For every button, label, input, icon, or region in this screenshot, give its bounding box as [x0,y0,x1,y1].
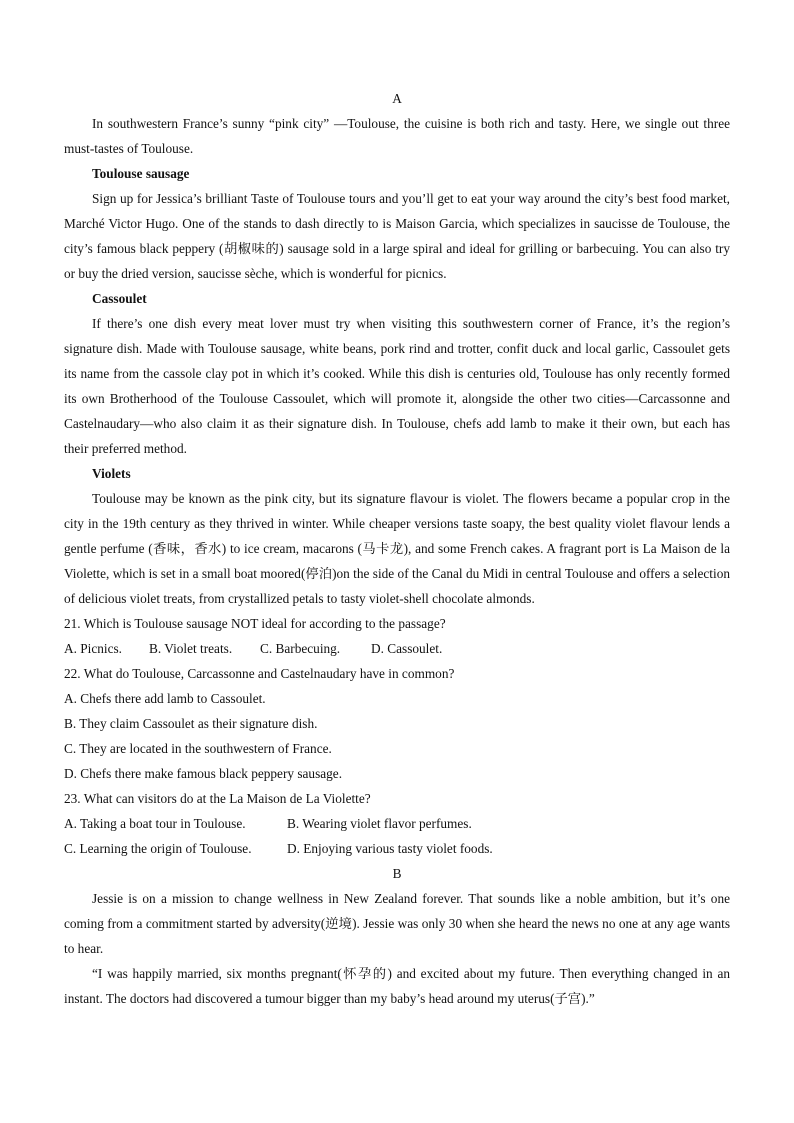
section-a-label: A [392,91,402,106]
question-21-stem: 21. Which is Toulouse sausage NOT ideal for according to the passage? [64,616,446,631]
exam-page [64,86,730,1011]
paragraph-cassoulet: If there’s one dish every meat lover must try when visiting this southwestern corner of France, it’s the region’s signature dish. Made with Toulouse sausage, white beans, pork rind and trotter, confit duck and local garlic, Cassoulet gets its name from the cassole clay pot in which it’s cooked. While this dish is centuries old, Toulouse has only recently formed its own Brotherhood of the Toulouse Cassoulet, which will promote it, alongside the other two cities—Carcassonne and Castelnaudary—who also claim it as their signature dish. In Toulouse, chefs add lamb to make it their own, but each has their preferred method. [64,316,730,456]
question-22-stem: 22. What do Toulouse, Carcassonne and Castelnaudary have in common? [64,666,455,681]
question-22-option-a[interactable]: A. Chefs there add lamb to Cassoulet. [64,691,266,706]
heading-cassoulet: Cassoulet [92,291,147,306]
section-b-paragraph-1: Jessie is on a mission to change wellness in New Zealand forever. That sounds like a noble ambition, but it’s one coming from a commitment started by adversity(逆境). Jessie was only 30 when she heard the news no one at any age wants to hear. [64,891,730,956]
section-a-intro: In southwestern France’s sunny “pink city” —Toulouse, the cuisine is both rich and tasty. Here, we single out three must-tastes of Toulouse. [64,116,730,156]
heading-violets: Violets [92,466,131,481]
paragraph-toulouse-sausage: Sign up for Jessica’s brilliant Taste of Toulouse tours and you’ll get to eat your way around the city’s best food market, Marché Victor Hugo. One of the stands to dash directly to is Maison Garcia, which specializes in saucisse de Toulouse, the city’s famous black peppery (胡椒味的) sausage sold in a large spiral and ideal for grilling or barbecuing. You can also try or buy the dried version, saucisse sèche, which is wonderful for picnics. [64,191,730,281]
question-21-option-b[interactable]: B. Violet treats. [149,641,233,656]
paragraph-violets: Toulouse may be known as the pink city, but its signature flavour is violet. The flowers became a popular crop in the city in the 19th century as they thrived in winter. While cheaper versions taste soapy, the best quality violet flavour lends a gentle perfume (香味，香水) to ice cream, macarons (马卡龙), and some French cakes. A fragrant port is La Maison de la Violette, which is set in a small boat moored(停泊)on the side of the Canal du Midi in central Toulouse and offers a selection of delicious violet treats, from crystallized petals to tasty violet-shell chocolate almonds. [64,491,730,606]
question-23-option-d[interactable]: D. Enjoying various tasty violet foods. [287,841,493,856]
question-21-option-a[interactable]: A. Picnics. [64,641,122,656]
question-21-option-c[interactable]: C. Barbecuing. [260,641,341,656]
heading-toulouse-sausage: Toulouse sausage [92,166,190,181]
section-b-label: B [392,866,402,881]
question-23-options-row-1 [64,811,730,836]
question-22-option-c[interactable]: C. They are located in the southwestern of France. [64,741,332,756]
question-21-options [64,636,730,661]
section-b-paragraph-2: “I was happily married, six months pregnant(怀孕的) and excited about my future. Then everything changed in an instant. The doctors had discovered a tumour bigger than my baby’s head around my uterus(子宫).” [64,966,730,1006]
question-23-option-c[interactable]: C. Learning the origin of Toulouse. [64,841,252,856]
question-22-option-b[interactable]: B. They claim Cassoulet as their signature dish. [64,716,318,731]
question-21-option-d[interactable]: D. Cassoulet. [371,641,443,656]
question-23-option-a[interactable]: A. Taking a boat tour in Toulouse. [64,816,246,831]
question-23-options-row-2 [64,836,730,861]
question-23-option-b[interactable]: B. Wearing violet flavor perfumes. [287,816,472,831]
question-22-option-d[interactable]: D. Chefs there make famous black peppery sausage. [64,766,343,781]
question-23-stem: 23. What can visitors do at the La Maison de La Violette? [64,791,371,806]
